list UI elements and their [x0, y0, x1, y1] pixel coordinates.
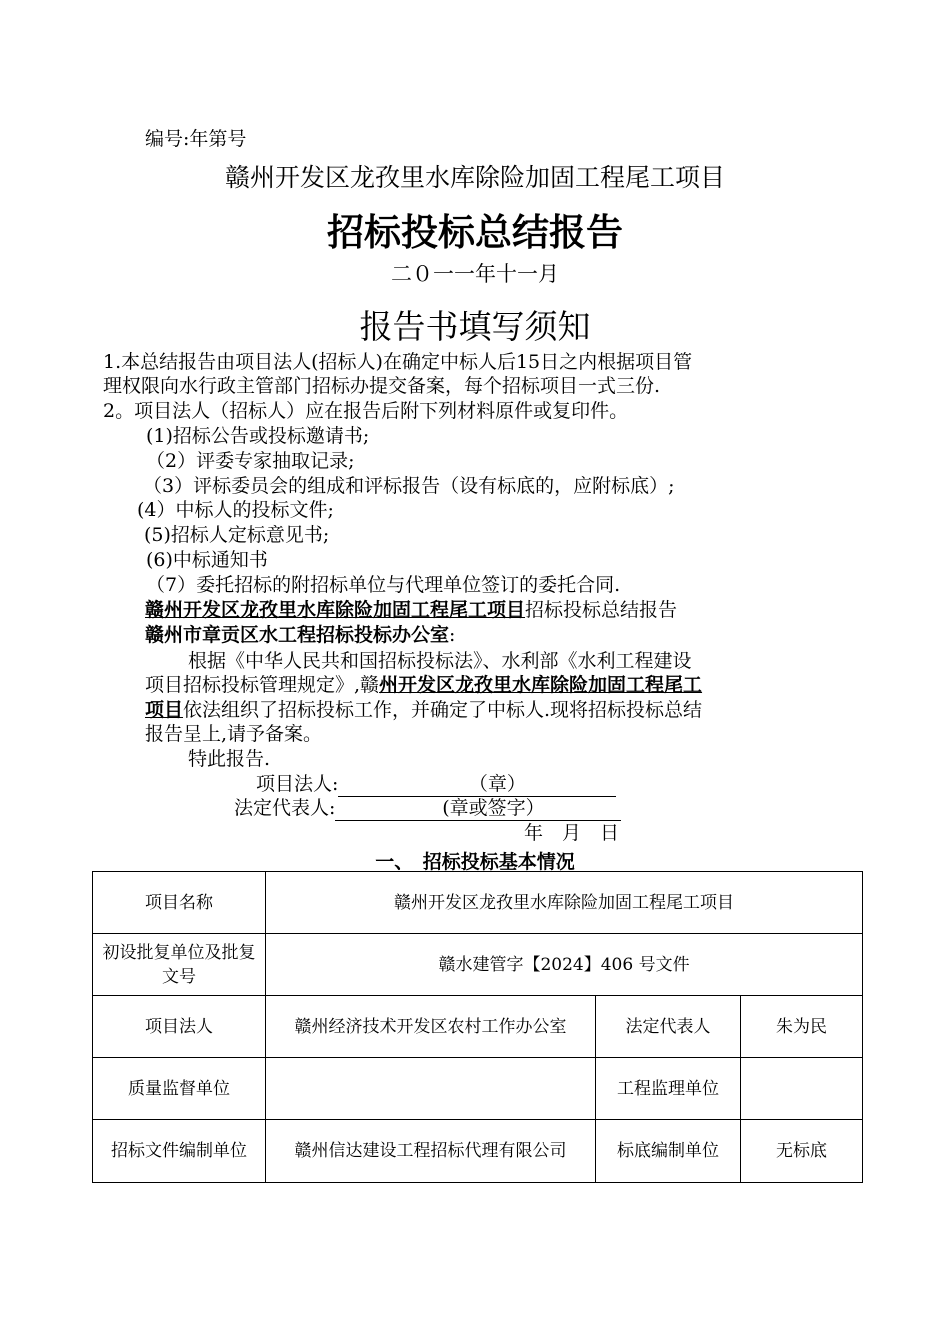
report-body-project-ref: 州开发区龙孜里水库除险加固工程尾工 [379, 674, 703, 696]
base-price-unit-value: 无标底 [741, 1120, 863, 1183]
material-item: (1)招标公告或投标邀请书; [146, 425, 370, 447]
legal-person-signature [256, 772, 616, 797]
tender-doc-unit-label: 招标文件编制单位 [93, 1120, 266, 1183]
project-title: 赣州开发区龙孜里水库除险加固工程尾工项目 [224, 163, 725, 192]
table-row [93, 1058, 863, 1120]
section-heading: 一、 招标投标基本情况 [375, 851, 575, 873]
report-body-line-3 [145, 698, 702, 722]
addressee-colon: : [449, 624, 456, 646]
material-item: (6)中标通知书 [146, 549, 268, 571]
report-body-line-2 [145, 673, 702, 697]
material-item: (5)招标人定标意见书; [144, 524, 330, 546]
material-item: （3）评标委员会的组成和评标报告（设有标底的，应附标底）; [143, 475, 675, 497]
report-heading-project: 赣州开发区龙孜里水库除险加固工程尾工项目 [145, 599, 526, 621]
notice-item-1-line-1: 1.本总结报告由项目法人(招标人)在确定中标人后15日之内根据项目管 [103, 351, 693, 373]
legal-rep-cell-label: 法定代表人 [596, 996, 741, 1058]
legal-person-label: 项目法人: [256, 773, 339, 795]
table-row [93, 872, 863, 934]
material-item: (4）中标人的投标文件; [137, 499, 334, 521]
base-price-unit-label: 标底编制单位 [596, 1120, 741, 1183]
tender-doc-unit-value: 赣州信达建设工程招标代理有限公司 [266, 1120, 596, 1183]
document-number: 编号:年第号 [145, 128, 247, 150]
table-row [93, 934, 863, 996]
legal-rep-signature [234, 796, 621, 821]
notice-item-1-line-2: 理权限向水行政主管部门招标办提交备案，每个招标项目一式三份. [103, 375, 661, 397]
legal-person-seal: （章） [468, 773, 526, 795]
material-item: （7）委托招标的附招标单位与代理单位签订的委托合同. [146, 574, 621, 596]
quality-supervision-label: 质量监督单位 [93, 1058, 266, 1120]
basic-info-table [92, 871, 863, 1183]
approval-label: 初设批复单位及批复文号 [93, 934, 266, 996]
legal-rep-seal: (章或签字） [442, 797, 545, 819]
closing-remark: 特此报告. [188, 748, 271, 770]
addressee-name: 赣州市章贡区水工程招标投标办公室 [145, 624, 450, 646]
approval-value: 赣水建管字【2024】406 号文件 [266, 934, 863, 996]
table-row [93, 1120, 863, 1183]
report-heading-suffix: 招标投标总结报告 [525, 599, 678, 621]
report-date: 二０一一年十一月 [391, 262, 559, 286]
legal-rep-label: 法定代表人: [234, 797, 336, 819]
legal-rep-cell-value: 朱为民 [741, 996, 863, 1058]
material-item: （2）评委专家抽取记录; [146, 450, 355, 472]
report-title: 招标投标总结报告 [327, 210, 623, 254]
legal-person-cell-value: 赣州经济技术开发区农村工作办公室 [266, 996, 596, 1058]
legal-rep-seal-line [335, 796, 621, 821]
project-name-value: 赣州开发区龙孜里水库除险加固工程尾工项目 [266, 872, 863, 934]
project-supervision-label: 工程监理单位 [596, 1058, 741, 1120]
report-heading [145, 598, 677, 622]
legal-person-cell-label: 项目法人 [93, 996, 266, 1058]
addressee [145, 623, 455, 647]
project-name-label: 项目名称 [93, 872, 266, 934]
signature-date: 年 月 日 [524, 822, 620, 844]
quality-supervision-value [266, 1058, 596, 1120]
legal-person-seal-line [338, 772, 616, 797]
report-body-line-2-prefix: 项目招标投标管理规定》,赣 [145, 674, 380, 696]
table-row [93, 996, 863, 1058]
report-body-project-ref-end: 项目 [145, 699, 184, 721]
report-body-line-3-suffix: 依法组织了招标投标工作，并确定了中标人.现将招标投标总结 [183, 699, 703, 721]
report-body-line-4: 报告呈上,请予备案。 [145, 723, 323, 745]
notice-item-2: 2。项目法人（招标人）应在报告后附下列材料原件或复印件。 [103, 400, 629, 422]
report-body-line-1: 根据《中华人民共和国招标投标法》、水利部《水利工程建设 [188, 650, 692, 672]
notice-title: 报告书填写须知 [359, 307, 591, 346]
project-supervision-value [741, 1058, 863, 1120]
